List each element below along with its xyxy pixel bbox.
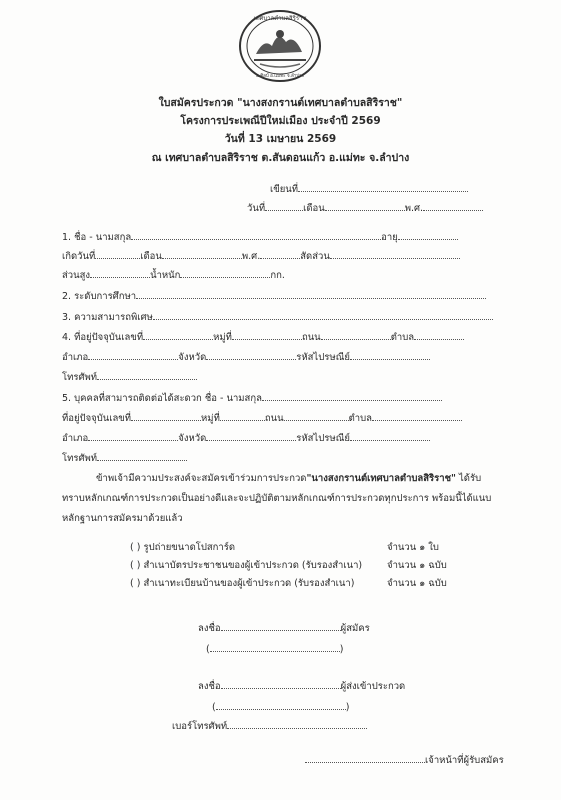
age-field[interactable]	[398, 230, 458, 240]
attachment-house-reg-label: สำเนาทะเบียนบ้านของผู้เข้าประกวด (รับรองสำเนา)	[143, 578, 355, 589]
written-at-label: เขียนที่	[270, 184, 299, 195]
moo-field[interactable]	[232, 330, 302, 340]
contact-zip-label: รหัสไปรษณีย์	[296, 433, 350, 444]
district-line	[62, 350, 430, 364]
project-name: โครงการประเพณีปีใหม่เมือง ประจำปี 2569	[180, 115, 381, 127]
applicant-name-line	[206, 642, 343, 656]
contact-line	[62, 391, 442, 405]
date-day-field[interactable]	[265, 201, 303, 211]
sender-name-line	[212, 700, 349, 714]
birth-year-field[interactable]	[260, 249, 300, 259]
declaration-line-3: หลักฐานการสมัครมาด้วยแล้ว	[62, 513, 183, 524]
attachment-id-card-checkbox[interactable]: ( )	[130, 560, 141, 571]
form-title	[0, 94, 561, 111]
skill-line	[62, 310, 493, 324]
sender-paren-close: )	[345, 702, 350, 713]
attachment-photo-label: รูปถ่ายขนาดโปสการ์ด	[143, 542, 236, 553]
contact-road-label: ถนน	[264, 413, 284, 424]
birth-day-field[interactable]	[95, 249, 140, 259]
phone-line	[62, 370, 197, 384]
event-date: วันที่ 13 เมษายน 2569	[224, 133, 337, 145]
moo-label: หมู่ที่	[213, 332, 232, 343]
contact-amphoe-label: อำเภอ	[62, 433, 89, 444]
date-year-field[interactable]	[423, 201, 483, 211]
tambon-label: ตำบล	[390, 332, 415, 343]
amphoe-label: อำเภอ	[62, 352, 89, 363]
skill-label: 3. ความสามารถพิเศษ	[62, 312, 153, 323]
attachment-photo-checkbox[interactable]: ( )	[130, 542, 141, 553]
contact-tambon-label: ตำบล	[348, 413, 372, 424]
attachment-house-reg	[130, 576, 354, 591]
zip-label: รหัสไปรษณีย์	[296, 352, 350, 363]
applicant-signature-line	[198, 621, 370, 635]
date-day-label: วันที่	[247, 203, 266, 214]
attachment-house-reg-qty: จำนวน ๑ ฉบับ	[387, 578, 447, 589]
contact-moo-field[interactable]	[220, 411, 265, 421]
attachment-id-card	[130, 558, 362, 573]
zip-field[interactable]	[350, 350, 430, 360]
kg-unit-label: กก.	[270, 270, 285, 281]
contact-address-no-field[interactable]	[131, 411, 201, 421]
date-year-label: พ.ศ.	[404, 203, 424, 214]
weight-field[interactable]	[180, 268, 270, 278]
height-weight-line	[62, 268, 285, 282]
contact-address-line	[62, 411, 462, 425]
applicant-role-label: ผู้สมัคร	[340, 623, 370, 634]
declaration-intro: ข้าพเจ้ามีความประสงค์จะสมัครเข้าร่วมการประกวด	[96, 473, 307, 484]
attachment-photo	[130, 540, 235, 555]
province-field[interactable]	[206, 350, 296, 360]
age-label: อายุ	[381, 232, 398, 243]
skill-field[interactable]	[153, 310, 493, 320]
phone-field[interactable]	[97, 370, 197, 380]
date-month-field[interactable]	[325, 201, 405, 211]
name-line	[62, 230, 458, 244]
applicant-signature-field[interactable]	[221, 621, 341, 631]
height-field[interactable]	[90, 268, 150, 278]
sender-phone-label: เบอร์โทรศัพท์	[172, 721, 228, 732]
contact-label: 5. บุคคลที่สามารถติดต่อได้สะดวก ชื่อ - นามสกุล	[62, 393, 262, 404]
title-prefix: ใบสมัครประกวด	[158, 97, 234, 109]
contact-amphoe-field[interactable]	[88, 431, 178, 441]
staff-signature-field[interactable]	[305, 753, 425, 763]
road-field[interactable]	[321, 330, 391, 340]
education-line	[62, 289, 486, 303]
education-field[interactable]	[136, 289, 486, 299]
attachment-id-card-qty: จำนวน ๑ ฉบับ	[387, 560, 447, 571]
sender-phone-line	[172, 719, 367, 733]
sender-signature-line	[198, 679, 405, 693]
applicant-name-field[interactable]	[210, 642, 340, 652]
address-no-field[interactable]	[143, 330, 213, 340]
contact-phone-label: โทรศัพท์	[62, 453, 98, 464]
attachment-id-card-label: สำเนาบัตรประชาชนของผู้เข้าประกวด (รับรองสำเนา)	[143, 560, 363, 571]
road-label: ถนน	[301, 332, 321, 343]
title-contest-name: "นางสงกรานต์เทศบาลตำบลสิริราช"	[237, 97, 403, 109]
contact-road-field[interactable]	[284, 411, 349, 421]
sender-phone-field[interactable]	[227, 719, 367, 729]
svg-text:อ.ศิลป์ อ.แม่ทะ จ.ลำปาง: อ.ศิลป์ อ.แม่ทะ จ.ลำปาง	[256, 74, 304, 79]
declaration-line-2: ทราบหลักเกณฑ์การประกวดเป็นอย่างดีและจะปฏิบัติตามหลักเกณฑ์การประกวดทุกประการ พร้อมนี้ได้แนบ	[62, 493, 492, 504]
municipality-seal-logo	[236, 8, 324, 84]
contact-tambon-field[interactable]	[372, 411, 462, 421]
birth-month-field[interactable]	[162, 249, 242, 259]
contact-field[interactable]	[262, 391, 442, 401]
sender-signature-label: ลงชื่อ	[198, 681, 221, 692]
contact-moo-label: หมู่ที่	[201, 413, 220, 424]
birth-year-label: พ.ศ.	[241, 251, 261, 262]
declaration-received: ได้รับ	[456, 473, 482, 484]
sender-role-label: ผู้ส่งเข้าประกวด	[340, 681, 406, 692]
height-label: ส่วนสูง	[62, 270, 91, 281]
contact-phone-field[interactable]	[97, 451, 187, 461]
name-field[interactable]	[131, 230, 381, 240]
applicant-signature-label: ลงชื่อ	[198, 623, 221, 634]
date-line	[247, 201, 483, 215]
name-label: 1. ชื่อ - นามสกุล	[62, 232, 132, 243]
birth-day-label: เกิดวันที่	[62, 251, 96, 262]
weight-label: น้ำหนัก	[150, 270, 181, 281]
education-label: 2. ระดับการศึกษา	[62, 291, 137, 302]
applicant-paren-open: (	[206, 644, 210, 655]
applicant-paren-close: )	[339, 644, 344, 655]
attachment-photo-qty: จำนวน ๑ ใบ	[387, 542, 439, 553]
phone-label: โทรศัพท์	[62, 372, 98, 383]
address-line	[62, 330, 464, 344]
sender-name-field[interactable]	[216, 700, 346, 710]
staff-role-label: เจ้าหน้าที่ผู้รับสมัคร	[425, 755, 504, 766]
sender-paren-open: (	[212, 702, 216, 713]
proportion-field[interactable]	[330, 249, 460, 259]
staff-signature-line	[305, 753, 504, 767]
contact-province-label: จังหวัด	[178, 433, 207, 444]
proportion-label: สัดส่วน	[300, 251, 330, 262]
amphoe-field[interactable]	[88, 350, 178, 360]
contact-district-line	[62, 431, 430, 445]
birth-month-label: เดือน	[140, 251, 162, 262]
contact-zip-field[interactable]	[350, 431, 430, 441]
contact-address-no-label: ที่อยู่ปัจจุบันเลขที่	[62, 413, 132, 424]
contact-province-field[interactable]	[206, 431, 296, 441]
address-no-label: 4. ที่อยู่ปัจจุบันเลขที่	[62, 332, 144, 343]
sender-signature-field[interactable]	[221, 679, 341, 689]
written-at-line	[270, 182, 468, 196]
province-label: จังหวัด	[178, 352, 207, 363]
svg-text:เทศบาลตำบลสิริราช: เทศบาลตำบลสิริราช	[253, 15, 307, 22]
birth-line	[62, 249, 460, 263]
written-at-field[interactable]	[298, 182, 468, 192]
event-venue: ณ เทศบาลตำบลสิริราช ต.สันดอนแก้ว อ.แม่ทะ จ.ลำปาง	[151, 152, 410, 164]
contact-phone-line	[62, 451, 187, 465]
declaration-line-1	[96, 473, 481, 485]
tambon-field[interactable]	[414, 330, 464, 340]
attachment-house-reg-checkbox[interactable]: ( )	[130, 578, 141, 589]
declaration-contest-name: "นางสงกรานต์เทศบาลตำบลสิริราช"	[306, 473, 456, 484]
date-month-label: เดือน	[303, 203, 325, 214]
